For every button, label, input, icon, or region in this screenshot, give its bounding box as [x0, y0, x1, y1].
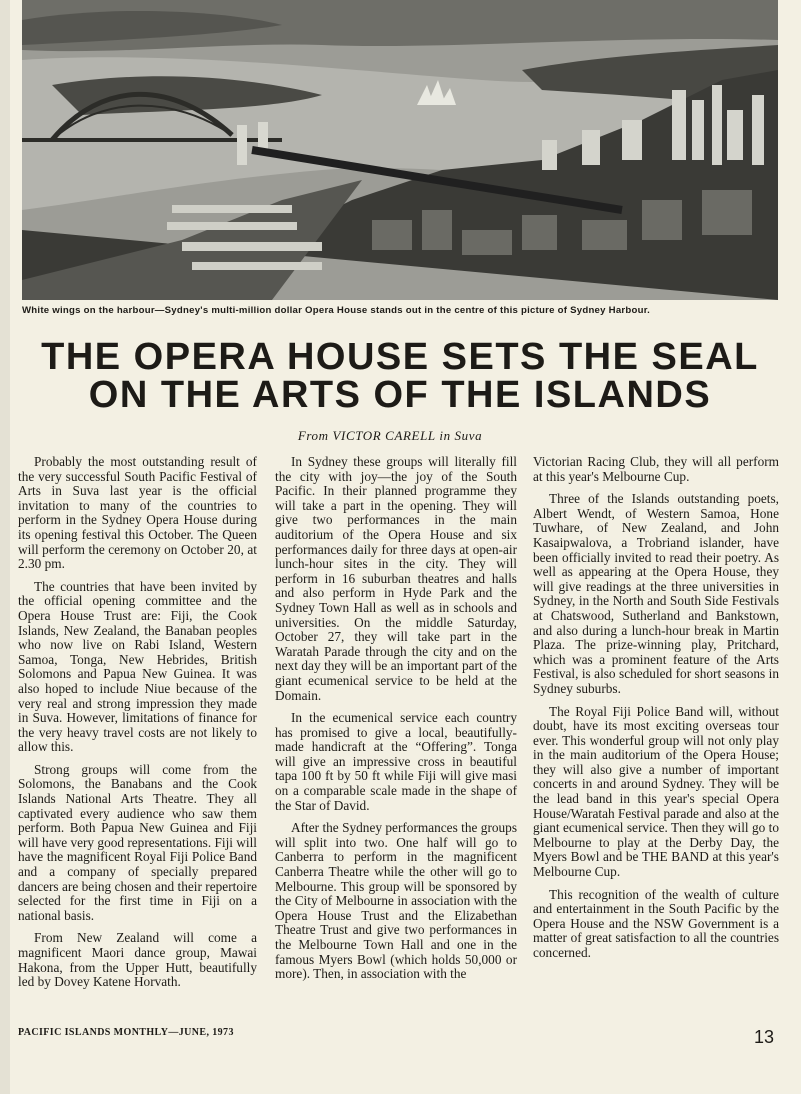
paragraph: The countries that have been invited by the official opening committee and the Opera House Trust are: Fiji, the Cook Islands, New Zealand, the Banaban peoples who now live on Rabi Island, Western Samoa, Tonga, New Hebrides, British Solomons and Papua New Guinea. It was also hoped to include Niue because of the very real and strong impression they made in Suva. However, limitations of finance for the very heavy travel costs are not likely to allow this.: [18, 578, 257, 755]
article-column-1: [18, 455, 257, 990]
article-headline: [20, 338, 780, 414]
article-column-3: [533, 455, 779, 961]
article-byline: From VICTOR CARELL in Suva: [297, 428, 483, 443]
paragraph: In Sydney these groups will literally fill the city with joy—the joy of the South Pacific. In their planned programme they will take a part in the opening. They will give two performances in the main auditorium of the Opera House and six performances daily for three days at open-air lunch-hour sites in the city. They will perform in 16 suburban theatres and halls and also perform in Hyde Park and the Sydney Town Hall as well as in schools and universities. On the middle Saturday, October 27, they will take part in the Waratah Parade through the city and on the next day they will be an important part of the giant ecumenical service to be held at the Domain.: [275, 454, 517, 703]
paragraph: In the ecumenical service each country has promised to give a local, beautifully-made handicraft at the “Offering”. Tonga will give an impressive cross in beautiful tapa 100 ft by 50 ft while Fiji will give masi on a comparable scale made in the shape of the Star of David.: [275, 710, 517, 813]
paragraph: From New Zealand will come a magnificent Maori dance group, Mawai Hakona, from the Upper Hutt, beautifully led by Dovey Katene Horvath.: [18, 930, 257, 990]
paragraph: This recognition of the wealth of culture and entertainment in the South Pacific by the Opera House and the NSW Government is a matter of great satisfaction to all the countries concerned.: [533, 886, 779, 960]
headline-line-1: THE OPERA HOUSE SETS THE SEAL: [41, 336, 759, 378]
paragraph: Victorian Racing Club, they will all perform at this year's Melbourne Cup.: [533, 454, 779, 484]
publication-footer: PACIFIC ISLANDS MONTHLY—JUNE, 1973: [18, 1027, 234, 1038]
paragraph: The Royal Fiji Police Band will, without doubt, have its most exciting overseas tour ever. This wonderful group will not only play in the main auditorium of the Opera House; they will also give a number of important concerts in and around Sydney. They will be the lead band in this year's special Opera House/Waratah Festival parade and also at the giant ecumenical service. Then they will go to Melbourne to play at the Derby Day, the Myers Bowl and be THE BAND at this year's Melbourne Cup.: [533, 703, 779, 880]
page-number: 13: [754, 1027, 775, 1047]
paragraph: Strong groups will come from the Solomons, the Banabans and the Cook Islands National Arts Theatre. They all captivated every audience who saw them perform. Both Papua New Guinea and Fiji will have very good representations. Fiji will have the magnificent Royal Fiji Police Band and a company of specially prepared dancers are being chosen and their repertoire selected for the first time in Fiji on a national basis.: [18, 761, 257, 923]
article-column-2: [275, 455, 517, 982]
headline-line-2: ON THE ARTS OF THE ISLANDS: [88, 374, 712, 416]
photo-caption: White wings on the harbour—Sydney's multi-million dollar Opera House stands out in the centre of this picture of Sydney Harbour.: [22, 305, 651, 316]
paragraph: Probably the most outstanding result of the very successful South Pacific Festival of Arts in Suva last year is the official invitation to many of the countries to perform in the Sydney Opera House during its opening festival this October. The Queen will perform the ceremony on October 20, at 2.30 pm.: [18, 454, 257, 572]
harbour-photo: [22, 0, 778, 300]
page-gutter: [0, 0, 10, 1094]
paragraph: Three of the Islands outstanding poets, Albert Wendt, of Western Samoa, Hone Tuwhare, of New Zealand, and John Kasaipwalova, a Trobriand islander, have been officially invited to read their poetry. As well as appearing at the Opera House, they will give readings at the three universities in Sydney, in the North and South Side Festivals at Chatswood, Sutherland and Bankstown, and also during a lunch-hour break in Martin Plaza. The prize-winning play, Pritchard, which was a prominent feature of the Arts Festival, is also scheduled for short seasons in Sydney suburbs.: [533, 491, 779, 696]
paragraph: After the Sydney performances the groups will split into two. One half will go to Canberra to perform in the magnificent Canberra Theatre while the other will go to Melbourne. This group will be sponsored by the City of Melbourne in association with the Opera House Trust and the Elizabethan Theatre Trust and give two performances in the Melbourne Town Hall and one in the famous Myers Bowl (which holds 50,000 or more). Then, in association with the: [275, 820, 517, 982]
